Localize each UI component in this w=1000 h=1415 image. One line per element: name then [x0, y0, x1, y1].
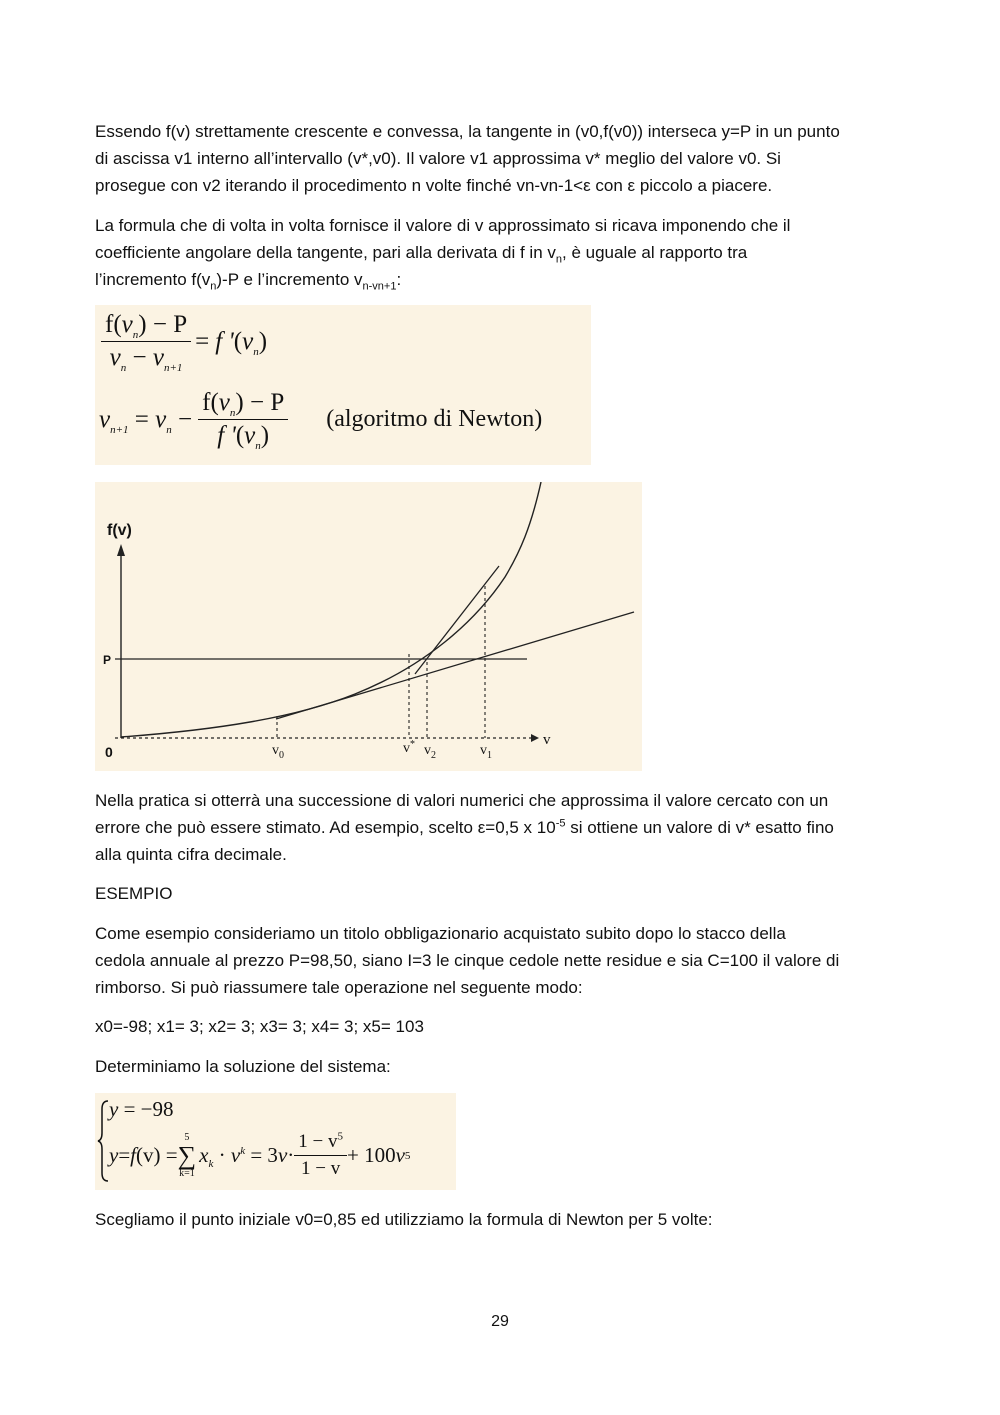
page-number: 29 [491, 1313, 509, 1330]
paragraph-system-intro: Determiniamo la soluzione del sistema: [95, 1057, 391, 1076]
subscript: n [555, 253, 563, 266]
newton-formula-image [95, 305, 591, 465]
paragraph-precision [95, 787, 915, 868]
fraction: $\frac{f(v_n) - P}{f '(v_n)}$ [198, 389, 288, 450]
formula-row-newton: $v_{n+1} = v_n$ − $\frac{f(v_n) - P}{f '(v_n)}$ (algoritmo di Newton) [99, 389, 543, 452]
x-axis-label: v [543, 732, 551, 748]
subscript: n [210, 280, 217, 293]
paragraph-example [95, 920, 915, 1001]
text-line [95, 266, 915, 293]
text-line [95, 239, 915, 266]
text-line: prosegue con v2 iterando il procedimento n volte finché vn-vn-1<ε con ε piccolo a piacere. [95, 176, 773, 195]
superscript: -5 [555, 817, 566, 830]
formula-label: (algoritmo di Newton) [326, 406, 543, 432]
text-line: Nella pratica si otterrà una successione di valori numerici che approssima il valore cercato con un [95, 791, 829, 810]
text-line [95, 814, 915, 841]
vstar-label: v* [403, 739, 415, 756]
graph-svg [95, 482, 642, 771]
system-row-2: y = f (v) = 5 ∑ k=1 $x_k \cdot v^k = 3v\cdot$ $\frac{1 - v^5}{1 - v}$ + 100 v 5 [109, 1130, 411, 1179]
y-axis-arrow-icon [117, 544, 125, 556]
paragraph-cashflows: x0=-98; x1= 3; x2= 3; x3= 3; x4= 3; x5= 103 [95, 1017, 424, 1036]
text-fragment: errore che può essere stimato. Ad esempio, scelto ε=0,5 x 10 [95, 818, 556, 837]
fraction: $\frac{1 - v^5}{1 - v}$ [294, 1131, 347, 1180]
newton-method-graph [95, 482, 642, 771]
text-line: di ascissa v1 interno all’intervallo (v*,v0). Il valore v1 approssima v* meglio del valore v0. Si [95, 149, 781, 168]
text-line: Come esempio consideriamo un titolo obbligazionario acquistato subito dopo lo stacco della [95, 924, 786, 943]
system-row-1: y = −98 [109, 1097, 174, 1121]
text-line: rimborso. Si può riassumere tale operazione nel seguente modo: [95, 978, 583, 997]
v2-label: $v_2$ [424, 743, 436, 761]
fraction: $\frac{f(v_n) - P}{v_n - v_{n+1}}$ [101, 311, 191, 372]
p-label: P [103, 653, 112, 667]
section-heading: ESEMPIO [95, 884, 173, 903]
y-axis-label: f(v) [107, 522, 132, 539]
paragraph-newton-intro [95, 118, 915, 199]
text-fragment: : [396, 270, 402, 289]
formula-row-ratio: $\frac{f(v_n) - P}{v_n - v_{n+1}}$ = f '$(v_n)$ [101, 311, 267, 372]
v1-label: $v_1$ [480, 743, 492, 761]
origin-label: 0 [105, 744, 113, 760]
paragraph-initial-point: Scegliamo il punto iniziale v0=0,85 ed utilizziamo la formula di Newton per 5 volte: [95, 1210, 713, 1229]
system-formula-image [95, 1093, 456, 1190]
text-fragment: , è uguale al rapporto tra [562, 243, 748, 262]
tangent-line-v0 [276, 612, 634, 719]
x-axis-arrow-icon [531, 734, 539, 742]
subscript: n-vn+1 [362, 280, 397, 293]
text-fragment: l’incremento f(v [95, 270, 211, 289]
text-fragment: si ottiene un valore di v* esatto fino [565, 818, 834, 837]
text-line: Essendo f(v) strettamente crescente e convessa, la tangente in (v0,f(v0)) interseca y=P in un punto [95, 122, 840, 141]
paragraph-formula-derivation [95, 212, 915, 293]
summation: 5 ∑ k=1 [177, 1131, 197, 1179]
v0-label: $v_0$ [272, 743, 284, 761]
function-curve [121, 482, 541, 737]
text-line: La formula che di volta in volta fornisce il valore di v approssimato si ricava imponendo che il [95, 216, 791, 235]
text-fragment: coefficiente angolare della tangente, pari alla derivata di f in v [95, 243, 556, 262]
text-line: cedola annuale al prezzo P=98,50, siano I=3 le cinque cedole nette residue e sia C=100 il valore di [95, 951, 840, 970]
text-line: alla quinta cifra decimale. [95, 845, 287, 864]
tangent-line-v1 [415, 566, 499, 674]
text-fragment: )-P e l’incremento v [216, 270, 363, 289]
